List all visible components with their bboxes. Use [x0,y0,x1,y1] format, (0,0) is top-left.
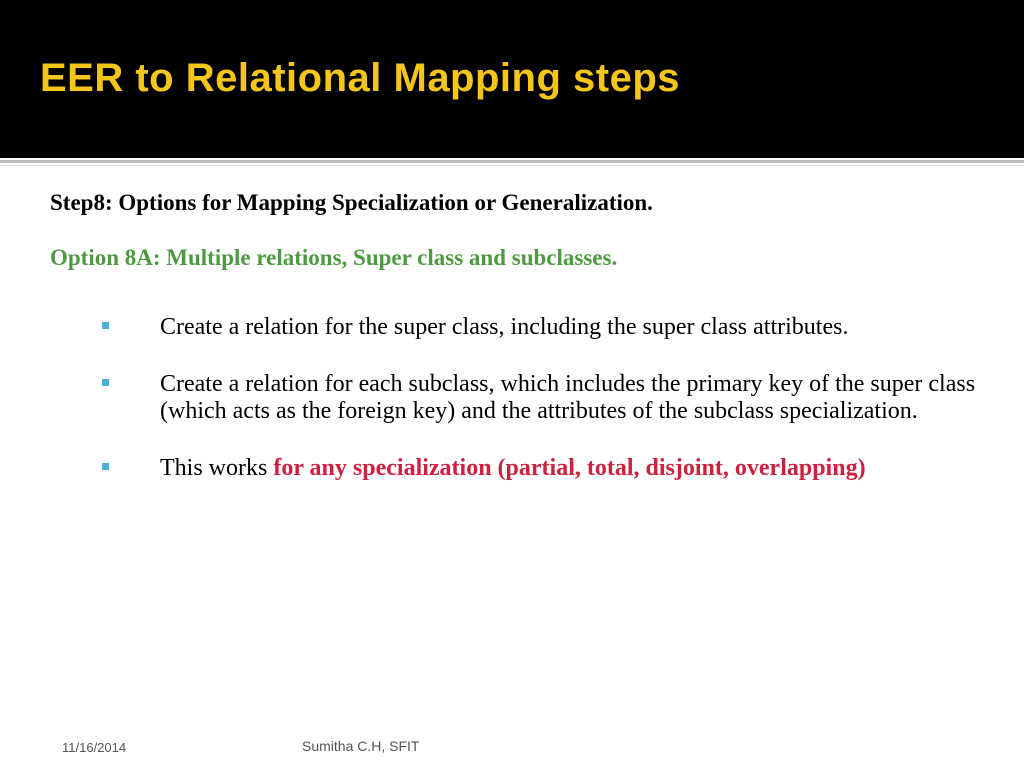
bullet-list [100,314,980,512]
square-bullet-icon [102,463,109,470]
square-bullet-icon [102,322,109,329]
square-bullet-icon [102,379,109,386]
bullet-item-subclass [100,371,980,425]
bullet-text: This works [160,455,274,481]
bullet-item-super-class [100,314,980,341]
step-heading: Step8: Options for Mapping Specialization or Generalization. [50,190,653,215]
footer-author: Sumitha C.H, SFIT [302,738,420,754]
bullet-highlight: for any specialization (partial, total, disjoint, overlapping) [273,455,866,481]
bullet-text: Create a relation for the super class, including the super class attributes. [160,314,849,340]
footer-date: 11/16/2014 [62,740,127,755]
bullet-item-works-for [100,455,980,482]
option-heading: Option 8A: Multiple relations, Super class and subclasses. [50,245,618,270]
bullet-text: Create a relation for each subclass, which includes the primary key of the super class (which acts as the foreign key) and the attributes of the subclass specialization. [160,371,976,424]
title-bar [0,0,1024,158]
title-divider [0,160,1024,163]
slide-title: EER to Relational Mapping steps [40,56,681,100]
title-divider-thin [0,165,1024,166]
